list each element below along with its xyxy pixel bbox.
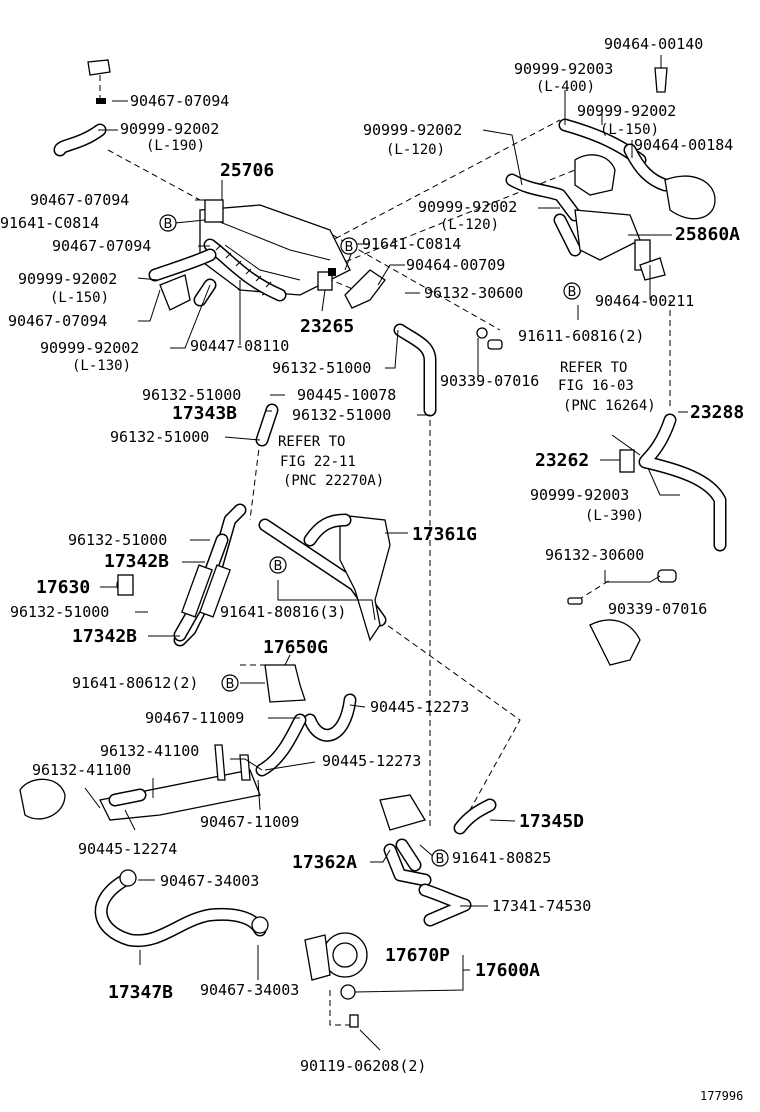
label-91641-80612[interactable]: 91641-80612(2) xyxy=(72,674,199,692)
label-90464-00140[interactable]: 90464-00140 xyxy=(604,35,704,53)
label-90467-07094-top[interactable]: 90467-07094 xyxy=(130,92,230,110)
label-refer-to-b: REFER TO xyxy=(278,434,346,450)
label-l390: (L-390) xyxy=(585,508,645,524)
label-90464-00709[interactable]: 90464-00709 xyxy=(406,256,506,274)
label-90445-12274[interactable]: 90445-12274 xyxy=(78,840,178,858)
label-l120-a: (L-120) xyxy=(386,142,446,158)
label-96132-51000-a[interactable]: 96132-51000 xyxy=(272,359,372,377)
label-90339-07016-b[interactable]: 90339-07016 xyxy=(608,600,708,618)
b-marker-6: B xyxy=(435,852,445,867)
label-96132-30600-a[interactable]: 96132-30600 xyxy=(424,284,524,302)
bracket-17362a xyxy=(380,795,425,880)
label-90467-11009-b[interactable]: 90467-11009 xyxy=(200,813,300,831)
label-90999-92002-l120-b[interactable]: 90999-92002 xyxy=(418,198,518,216)
label-l400: (L-400) xyxy=(536,79,596,95)
vsv-17650g xyxy=(265,665,305,702)
label-91611-60816[interactable]: 91611-60816(2) xyxy=(518,327,645,345)
label-17342b-a[interactable]: 17342B xyxy=(104,551,170,572)
label-90467-07094-d[interactable]: 90467-07094 xyxy=(8,312,108,330)
hose-90445-10078 xyxy=(400,330,430,410)
label-l130: (L-130) xyxy=(72,358,132,374)
label-90999-92002-l150-b[interactable]: 90999-92002 xyxy=(18,270,118,288)
hose-17343b xyxy=(262,410,272,440)
label-17600a[interactable]: 17600A xyxy=(475,960,541,981)
label-17342b-b[interactable]: 17342B xyxy=(72,626,138,647)
label-90445-10078[interactable]: 90445-10078 xyxy=(297,386,397,404)
label-17630[interactable]: 17630 xyxy=(36,577,91,598)
valve-17600a xyxy=(305,933,367,1027)
label-23262[interactable]: 23262 xyxy=(535,450,590,471)
pipe-17361g xyxy=(265,515,390,640)
label-90999-92002-l120-a[interactable]: 90999-92002 xyxy=(363,121,463,139)
label-96132-51000-d[interactable]: 96132-51000 xyxy=(110,428,210,446)
label-17362a[interactable]: 17362A xyxy=(292,852,358,873)
label-23265[interactable]: 23265 xyxy=(300,316,355,337)
label-l150-b: (L-150) xyxy=(50,290,110,306)
valve-17630 xyxy=(117,575,133,595)
label-90467-07094-b[interactable]: 90467-07094 xyxy=(30,191,130,209)
label-91641-80816[interactable]: 91641-80816(3) xyxy=(220,603,347,621)
label-91641-80825[interactable]: 91641-80825 xyxy=(452,849,552,867)
diagram-id: 177996 xyxy=(700,1089,744,1103)
b-marker-4: B xyxy=(273,559,283,574)
hose-17345d xyxy=(460,805,490,828)
label-pnc-22270a: (PNC 22270A) xyxy=(283,473,385,489)
label-90467-07094-c[interactable]: 90467-07094 xyxy=(52,237,152,255)
label-90445-12273-a[interactable]: 90445-12273 xyxy=(370,698,470,716)
label-90467-34003-a[interactable]: 90467-34003 xyxy=(160,872,260,890)
hose-17341-74530 xyxy=(425,890,465,920)
label-17345d[interactable]: 17345D xyxy=(519,811,585,832)
b-marker-3: B xyxy=(567,285,577,300)
label-96132-51000-f[interactable]: 96132-51000 xyxy=(10,603,110,621)
label-96132-51000-c[interactable]: 96132-51000 xyxy=(292,406,392,424)
label-91641-c0814-a[interactable]: 91641-C0814 xyxy=(0,214,100,232)
hose-90999-92002-l190 xyxy=(60,130,100,150)
label-pnc-16264: (PNC 16264) xyxy=(563,398,656,414)
label-90999-92002-upper-right[interactable]: 90999-92002 xyxy=(577,102,677,120)
label-90464-00211[interactable]: 90464-00211 xyxy=(595,292,695,310)
label-17650g[interactable]: 17650G xyxy=(263,637,329,658)
label-90999-92002-l130[interactable]: 90999-92002 xyxy=(40,339,140,357)
bracket-25706 xyxy=(88,60,110,104)
clamp-90464-00140 xyxy=(655,68,667,92)
label-refer-to-a: REFER TO xyxy=(560,360,628,376)
label-17670p[interactable]: 17670P xyxy=(385,945,451,966)
label-90999-92003-l390[interactable]: 90999-92003 xyxy=(530,486,630,504)
label-90999-92002-l190[interactable]: 90999-92002 xyxy=(120,120,220,138)
label-25860a[interactable]: 25860A xyxy=(675,224,741,245)
label-90447-08110[interactable]: 90447-08110 xyxy=(190,337,290,355)
label-96132-41100-a[interactable]: 96132-41100 xyxy=(100,742,200,760)
label-fig-16-03: FIG 16-03 xyxy=(558,378,634,394)
label-90445-12273-b[interactable]: 90445-12273 xyxy=(322,752,422,770)
label-90464-00184[interactable]: 90464-00184 xyxy=(634,136,734,154)
label-17347b[interactable]: 17347B xyxy=(108,982,174,1003)
b-marker-1: B xyxy=(163,217,173,232)
label-96132-51000-e[interactable]: 96132-51000 xyxy=(68,531,168,549)
label-17341-74530[interactable]: 17341-74530 xyxy=(492,897,592,915)
label-17361g[interactable]: 17361G xyxy=(412,524,478,545)
label-90119-06208[interactable]: 90119-06208(2) xyxy=(300,1057,427,1075)
canister-left xyxy=(20,779,65,819)
label-25706[interactable]: 25706 xyxy=(220,160,275,181)
label-96132-30600-b[interactable]: 96132-30600 xyxy=(545,546,645,564)
clamps-small-upper-right xyxy=(477,328,502,349)
b-marker-2: B xyxy=(344,240,354,255)
label-96132-41100-b[interactable]: 96132-41100 xyxy=(32,761,132,779)
label-90339-07016-a[interactable]: 90339-07016 xyxy=(440,372,540,390)
valve-23262 xyxy=(620,450,634,472)
label-96132-51000-b[interactable]: 96132-51000 xyxy=(142,386,242,404)
label-23288[interactable]: 23288 xyxy=(690,402,745,423)
label-l190: (L-190) xyxy=(146,138,206,154)
label-91641-c0814-b[interactable]: 91641-C0814 xyxy=(362,235,462,253)
label-17343b[interactable]: 17343B xyxy=(172,403,238,424)
label-90467-11009-a[interactable]: 90467-11009 xyxy=(145,709,245,727)
label-90467-34003-b[interactable]: 90467-34003 xyxy=(200,981,300,999)
label-l120-b: (L-120) xyxy=(440,217,500,233)
bracket-90464-00709 xyxy=(345,270,385,308)
hose-23288 xyxy=(645,420,720,545)
label-fig-22-11: FIG 22-11 xyxy=(280,454,356,470)
label-l150-a: (L-150) xyxy=(600,122,660,138)
label-90999-92003-top[interactable]: 90999-92003 xyxy=(514,60,614,78)
b-marker-5: B xyxy=(225,677,235,692)
